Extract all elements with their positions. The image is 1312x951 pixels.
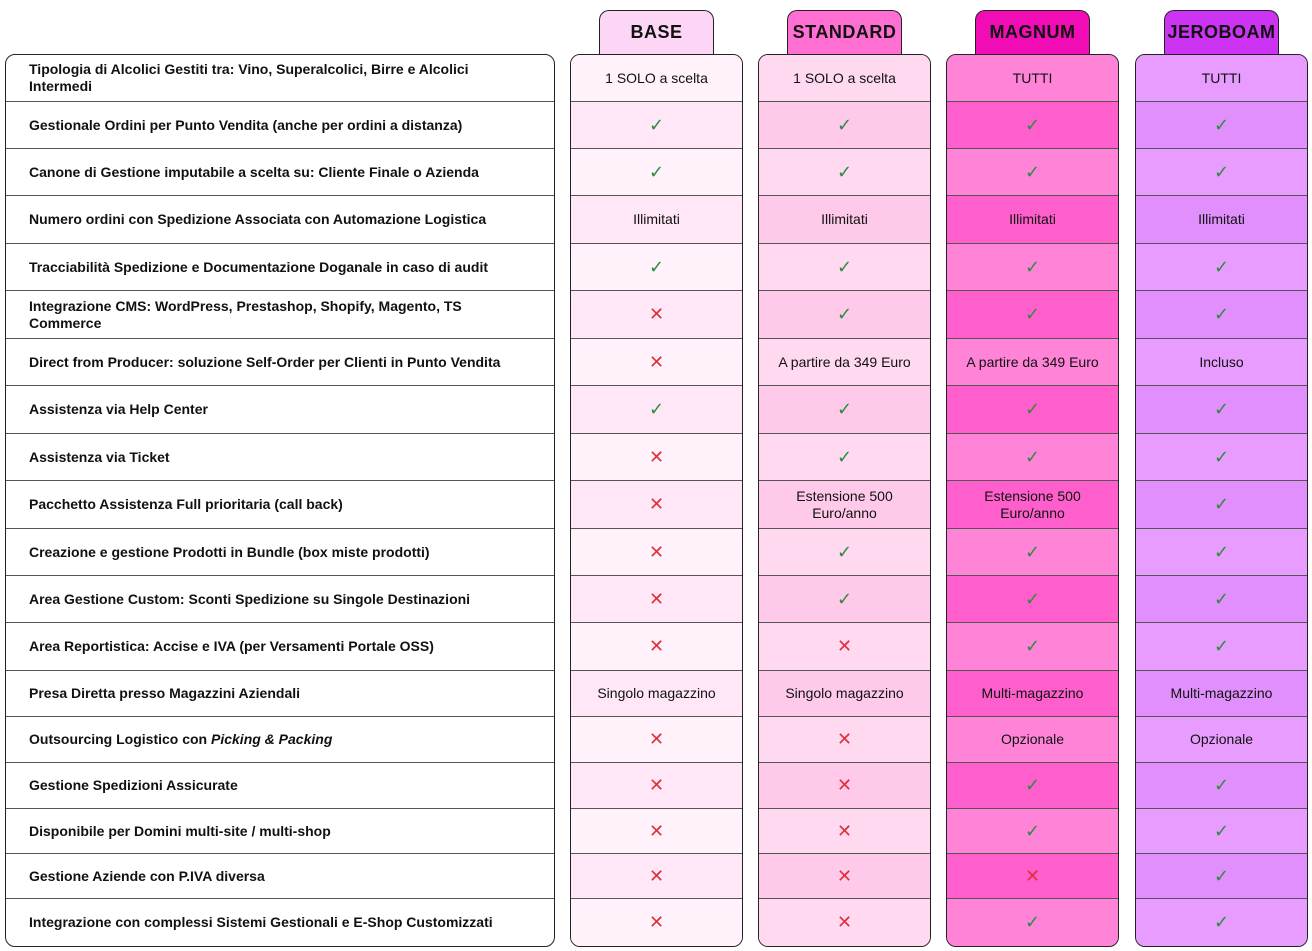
plan-column-jeroboam [1135, 54, 1308, 947]
plan-cell [571, 339, 742, 386]
cross-icon: ✕ [836, 775, 853, 795]
cross-icon: ✕ [648, 636, 665, 656]
check-icon: ✓ [1213, 161, 1230, 182]
feature-row [6, 55, 554, 102]
plan-cell [571, 481, 742, 529]
feature-row [6, 149, 554, 196]
plan-cell [759, 102, 930, 149]
plan-cell [1136, 149, 1307, 196]
check-icon: ✓ [1213, 494, 1230, 514]
plan-cell [571, 529, 742, 576]
plan-cell [1136, 434, 1307, 481]
plan-cell-text: Opzionale [947, 717, 1118, 763]
check-icon: ✓ [836, 256, 853, 277]
feature-label: Tracciabilità Spedizione e Documentazione Doganale in caso di audit [29, 258, 488, 275]
feature-row [6, 671, 554, 717]
check-icon: ✓ [648, 256, 665, 277]
cross-icon: ✕ [648, 304, 665, 324]
plan-cell-text: Singolo magazzino [759, 671, 930, 717]
check-icon: ✓ [1213, 775, 1230, 795]
check-icon: ✓ [1213, 304, 1230, 324]
cross-icon: ✕ [648, 820, 665, 841]
check-icon: ✓ [1024, 541, 1041, 562]
feature-row [6, 102, 554, 149]
cross-icon: ✕ [836, 912, 853, 932]
plan-cell-text: A partire da 349 Euro [947, 339, 1118, 386]
plan-cell [947, 386, 1118, 434]
plan-cell [571, 244, 742, 291]
plan-cell [759, 809, 930, 854]
plan-cell-text: Singolo magazzino [571, 671, 742, 717]
check-icon: ✓ [648, 114, 665, 135]
features-column [5, 54, 555, 947]
check-icon: ✓ [836, 161, 853, 182]
feature-label: Area Reportistica: Accise e IVA (per Versamenti Portale OSS) [29, 638, 434, 654]
plan-cell [571, 763, 742, 809]
plan-cell-text: Incluso [1136, 339, 1307, 386]
check-icon: ✓ [1024, 636, 1041, 656]
plan-cell [759, 529, 930, 576]
plan-cell [571, 809, 742, 854]
plan-cell [571, 854, 742, 899]
feature-label: Presa Diretta presso Magazzini Aziendali [29, 685, 301, 701]
plan-cell-text: Opzionale [1136, 717, 1307, 763]
check-icon: ✓ [836, 114, 853, 135]
feature-row [6, 339, 554, 386]
cross-icon: ✕ [648, 588, 665, 609]
plan-cell-text: Multi-magazzino [1136, 671, 1307, 717]
plan-cell [1136, 854, 1307, 899]
check-icon: ✓ [1024, 114, 1041, 135]
plan-cell [947, 434, 1118, 481]
check-icon: ✓ [836, 588, 853, 609]
plan-cell [571, 899, 742, 946]
feature-row [6, 899, 554, 946]
check-icon: ✓ [1213, 541, 1230, 562]
cross-icon: ✕ [1024, 865, 1041, 886]
check-icon: ✓ [1213, 636, 1230, 656]
plan-cell [759, 717, 930, 763]
check-icon: ✓ [1213, 588, 1230, 609]
cross-icon: ✕ [648, 541, 665, 562]
plan-cell [1136, 576, 1307, 623]
plan-cell [1136, 623, 1307, 671]
feature-label-italic: Picking & Packing [211, 731, 333, 747]
plan-cell [947, 809, 1118, 854]
cross-icon: ✕ [648, 865, 665, 886]
feature-row [6, 809, 554, 854]
feature-label: Numero ordini con Spedizione Associata con Automazione Logistica [29, 211, 487, 227]
check-icon: ✓ [1024, 775, 1041, 795]
feature-label: Gestionale Ordini per Punto Vendita (anche per ordini a distanza) [29, 116, 463, 133]
feature-label: Creazione e gestione Prodotti in Bundle (box miste prodotti) [29, 543, 430, 560]
plan-cell [1136, 244, 1307, 291]
plan-cell [1136, 481, 1307, 529]
feature-label: Tipologia di Alcolici Gestiti tra: Vino, Superalcolici, Birre e Alcolici Intermedi [29, 61, 469, 94]
check-icon: ✓ [836, 446, 853, 467]
plan-cell-text: TUTTI [1136, 55, 1307, 102]
plan-cell [947, 529, 1118, 576]
plan-cell [1136, 291, 1307, 339]
cross-icon: ✕ [648, 729, 665, 749]
plan-cell-text: Illimitati [947, 196, 1118, 244]
plan-cell [947, 763, 1118, 809]
feature-label: Gestione Aziende con P.IVA diversa [29, 867, 265, 884]
plan-cell [759, 623, 930, 671]
cross-icon: ✕ [648, 446, 665, 467]
plan-cell [947, 102, 1118, 149]
plan-header-jeroboam: JEROBOAM [1164, 10, 1279, 54]
plan-column-magnum [946, 54, 1119, 947]
plan-cell-text: Estensione 500 Euro/anno [759, 481, 930, 529]
feature-label: Integrazione con complessi Sistemi Gestionali e E-Shop Customizzati [29, 914, 493, 930]
plan-cell-text: Illimitati [759, 196, 930, 244]
plan-cell [759, 854, 930, 899]
plan-header-magnum: MAGNUM [975, 10, 1090, 54]
plan-cell [759, 386, 930, 434]
plan-cell [1136, 809, 1307, 854]
check-icon: ✓ [1213, 865, 1230, 886]
feature-row [6, 481, 554, 529]
check-icon: ✓ [836, 399, 853, 419]
plan-cell-text: Multi-magazzino [947, 671, 1118, 717]
feature-label: Pacchetto Assistenza Full prioritaria (call back) [29, 496, 343, 512]
feature-row [6, 291, 554, 339]
feature-row [6, 717, 554, 763]
plan-cell-text: Estensione 500 Euro/anno [947, 481, 1118, 529]
plan-cell [947, 623, 1118, 671]
check-icon: ✓ [1213, 114, 1230, 135]
feature-label: Assistenza via Ticket [29, 448, 170, 465]
plan-cell [759, 244, 930, 291]
plan-column-base [570, 54, 743, 947]
plan-cell [759, 434, 930, 481]
plan-cell [1136, 763, 1307, 809]
check-icon: ✓ [1213, 256, 1230, 277]
plan-cell [571, 149, 742, 196]
check-icon: ✓ [1213, 912, 1230, 932]
check-icon: ✓ [648, 399, 665, 419]
plan-cell [571, 623, 742, 671]
feature-label: Gestione Spedizioni Assicurate [29, 777, 238, 793]
plan-cell [571, 717, 742, 763]
feature-row [6, 529, 554, 576]
feature-label: Disponibile per Domini multi-site / multi-shop [29, 822, 331, 839]
check-icon: ✓ [1024, 161, 1041, 182]
cross-icon: ✕ [648, 494, 665, 514]
plan-cell [947, 854, 1118, 899]
check-icon: ✓ [1024, 256, 1041, 277]
plan-cell-text: TUTTI [947, 55, 1118, 102]
plan-cell [759, 899, 930, 946]
plan-cell [759, 763, 930, 809]
plan-cell [947, 149, 1118, 196]
cross-icon: ✕ [836, 636, 853, 656]
plan-header-base: BASE [599, 10, 714, 54]
plan-cell [947, 244, 1118, 291]
check-icon: ✓ [648, 161, 665, 182]
plan-cell [571, 291, 742, 339]
plan-header-standard: STANDARD [787, 10, 902, 54]
feature-label: Area Gestione Custom: Sconti Spedizione su Singole Destinazioni [29, 590, 471, 607]
check-icon: ✓ [1213, 820, 1230, 841]
plan-cell [759, 576, 930, 623]
feature-row [6, 763, 554, 809]
check-icon: ✓ [836, 541, 853, 562]
feature-row [6, 386, 554, 434]
check-icon: ✓ [836, 304, 853, 324]
plan-cell-text: Illimitati [1136, 196, 1307, 244]
plan-cell [947, 291, 1118, 339]
plan-cell [571, 576, 742, 623]
feature-row [6, 196, 554, 244]
feature-label: Direct from Producer: soluzione Self-Order per Clienti in Punto Vendita [29, 353, 501, 370]
check-icon: ✓ [1213, 399, 1230, 419]
plan-cell [1136, 102, 1307, 149]
plan-cell [759, 291, 930, 339]
cross-icon: ✕ [648, 351, 665, 372]
feature-row [6, 854, 554, 899]
feature-row [6, 244, 554, 291]
feature-label: Integrazione CMS: WordPress, Prestashop, Shopify, Magento, TS Commerce [29, 297, 462, 331]
check-icon: ✓ [1024, 446, 1041, 467]
plan-cell [1136, 386, 1307, 434]
feature-row [6, 434, 554, 481]
plan-column-standard [758, 54, 931, 947]
feature-row [6, 576, 554, 623]
plan-cell [571, 434, 742, 481]
plan-cell [571, 386, 742, 434]
plan-cell-text: 1 SOLO a scelta [571, 55, 742, 102]
cross-icon: ✕ [836, 820, 853, 841]
check-icon: ✓ [1024, 820, 1041, 841]
plan-cell [1136, 899, 1307, 946]
feature-label: Canone di Gestione imputabile a scelta su: Cliente Finale o Azienda [29, 163, 479, 180]
plan-cell [571, 102, 742, 149]
cross-icon: ✕ [648, 775, 665, 795]
plan-cell [947, 576, 1118, 623]
feature-label: Outsourcing Logistico con Picking & Packing [29, 731, 333, 747]
plan-cell [759, 149, 930, 196]
feature-row [6, 623, 554, 671]
cross-icon: ✕ [648, 912, 665, 932]
cross-icon: ✕ [836, 729, 853, 749]
check-icon: ✓ [1024, 588, 1041, 609]
plan-cell-text: 1 SOLO a scelta [759, 55, 930, 102]
plan-cell [1136, 529, 1307, 576]
plan-cell-text: A partire da 349 Euro [759, 339, 930, 386]
check-icon: ✓ [1024, 912, 1041, 932]
check-icon: ✓ [1024, 399, 1041, 419]
check-icon: ✓ [1213, 446, 1230, 467]
check-icon: ✓ [1024, 304, 1041, 324]
feature-label: Assistenza via Help Center [29, 401, 208, 417]
plan-cell-text: Illimitati [571, 196, 742, 244]
cross-icon: ✕ [836, 865, 853, 886]
plan-cell [947, 899, 1118, 946]
